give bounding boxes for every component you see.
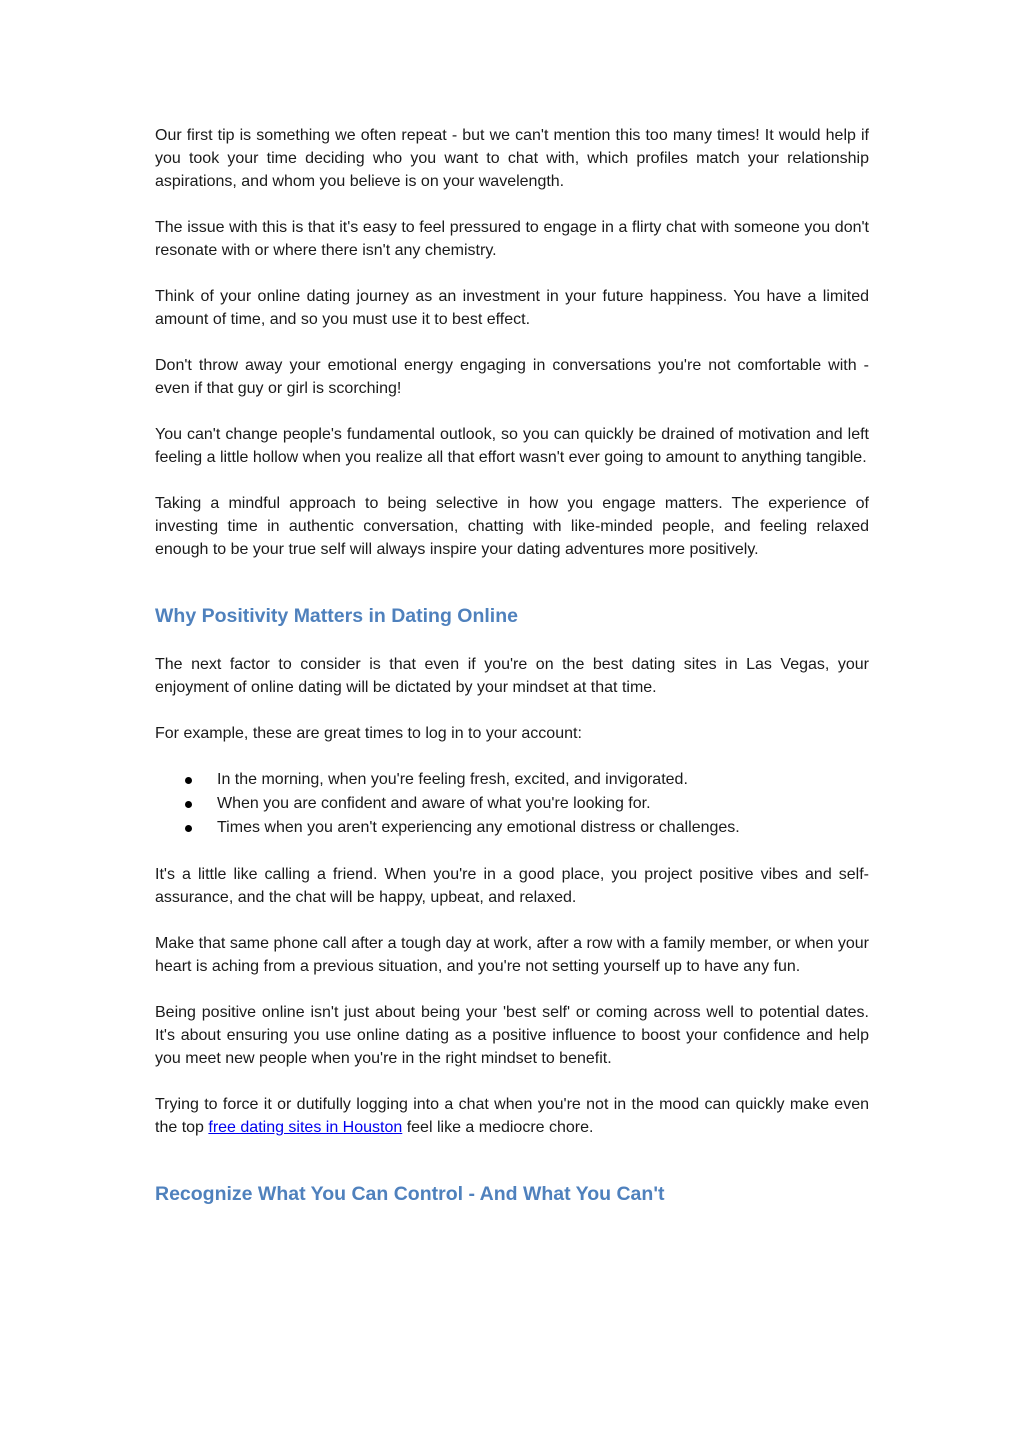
bullet-list xyxy=(155,768,869,840)
houston-dating-sites-link[interactable]: free dating sites in Houston xyxy=(208,1119,403,1136)
list-item-text: Times when you aren't experiencing any emotional distress or challenges. xyxy=(217,819,740,836)
list-item xyxy=(217,768,869,792)
paragraph-positivity-1: The next factor to consider is that even if you're on the best dating sites in Las Vegas, your enjoyment of online dating will be dictated by your mindset at that time. xyxy=(155,656,869,696)
paragraph-intro-1: Our first tip is something we often repeat - but we can't mention this too many times! It would help if you took your time deciding who you want to chat with, which profiles match your relationship aspirations, and whom you believe is on your wavelength. xyxy=(155,127,869,190)
paragraph-positivity-6 xyxy=(155,1093,869,1139)
bullet-icon xyxy=(185,801,192,808)
paragraph-intro-4: Don't throw away your emotional energy engaging in conversations you're not comfortable with - even if that guy or girl is scorching! xyxy=(155,357,869,397)
paragraph-text-before-link: Trying to force it or dutifully logging into a chat when you're not in the mood can quickly make even the top xyxy=(155,1096,869,1136)
section-heading-control: Recognize What You Can Control - And What You Can't xyxy=(155,1183,665,1205)
paragraph-text-after-link: feel like a mediocre chore. xyxy=(402,1119,594,1136)
document-page xyxy=(155,124,869,1231)
list-item-text: When you are confident and aware of what you're looking for. xyxy=(217,795,651,812)
paragraph-positivity-3: It's a little like calling a friend. When you're in a good place, you project positive vibes and self-assurance, and the chat will be happy, upbeat, and relaxed. xyxy=(155,866,869,906)
bullet-icon xyxy=(185,777,192,784)
paragraph-intro-3: Think of your online dating journey as an investment in your future happiness. You have a limited amount of time, and so you must use it to best effect. xyxy=(155,288,869,328)
section-heading-positivity: Why Positivity Matters in Dating Online xyxy=(155,605,518,627)
paragraph-intro-6: Taking a mindful approach to being selective in how you engage matters. The experience of investing time in authentic conversation, chatting with like-minded people, and feeling relaxed enough to be your true self will always inspire your dating adventures more positively. xyxy=(155,495,869,558)
paragraph-positivity-2: For example, these are great times to log in to your account: xyxy=(155,725,582,742)
list-item-text: In the morning, when you're feeling fresh, excited, and invigorated. xyxy=(217,771,688,788)
paragraph-intro-5: You can't change people's fundamental outlook, so you can quickly be drained of motivation and left feeling a little hollow when you realize all that effort wasn't ever going to amount to anything tangible. xyxy=(155,426,869,466)
paragraph-positivity-4: Make that same phone call after a tough day at work, after a row with a family member, or when your heart is aching from a previous situation, and you're not setting yourself up to have any fun. xyxy=(155,935,869,975)
paragraph-positivity-5: Being positive online isn't just about being your 'best self' or coming across well to potential dates. It's about ensuring you use online dating as a positive influence to boost your confidence and help you meet new people when you're in the right mindset to benefit. xyxy=(155,1004,869,1067)
paragraph-intro-2: The issue with this is that it's easy to feel pressured to engage in a flirty chat with someone you don't resonate with or where there isn't any chemistry. xyxy=(155,219,869,259)
list-item xyxy=(217,792,869,816)
bullet-icon xyxy=(185,825,192,832)
list-item xyxy=(217,816,869,840)
